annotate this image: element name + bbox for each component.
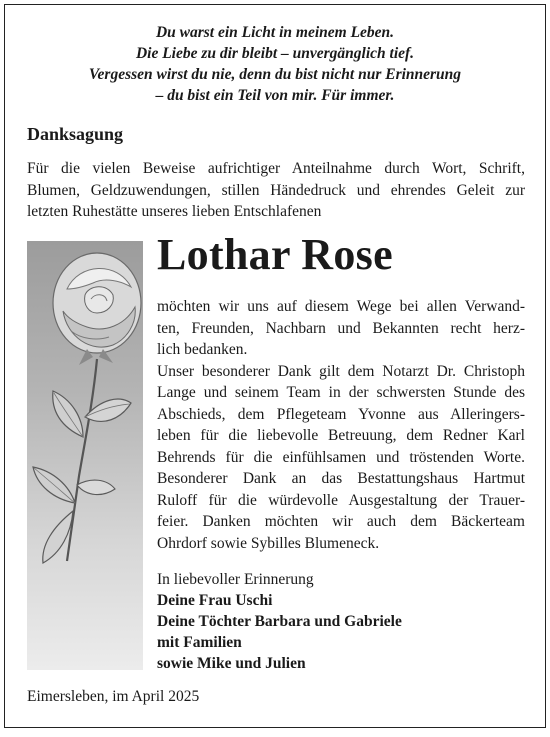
intro-line: letzten Ruhestätte unseres lieben Entschlafenen bbox=[27, 203, 322, 220]
rose-image bbox=[27, 241, 143, 670]
text-line: lich bedanken. bbox=[157, 341, 248, 358]
thanks-text bbox=[157, 296, 525, 554]
poem-line: Vergessen wirst du nie, denn du bist nicht nur Erinnerung bbox=[88, 66, 462, 83]
text-line: Ruloff für die würdevolle Ausgestaltung der Trauer- bbox=[157, 491, 525, 509]
obituary-notice bbox=[4, 4, 546, 728]
text-line: Besonderer Dank an das Bestattungshaus Hartmut bbox=[157, 470, 525, 487]
poem-line: Du warst ein Licht in meinem Leben. bbox=[155, 24, 395, 41]
poem-line: – du bist ein Teil von mir. Für immer. bbox=[155, 87, 395, 104]
deceased-name: Lothar Rose bbox=[157, 230, 393, 279]
text-line: Abschieds, dem Pflegeteam Yvonne aus Alleringers- bbox=[157, 405, 525, 423]
text-line: Lange und seinem Team in der schwersten Stunde des bbox=[157, 384, 525, 401]
signature-line: Deine Frau Uschi bbox=[157, 592, 273, 609]
poem-line: Die Liebe zu dir bleibt – unvergänglich tief. bbox=[135, 45, 415, 62]
text-line: ten, Freunden, Nachbarn und Bekannten recht herz- bbox=[157, 319, 525, 337]
text-line: möchten wir uns auf diesem Wege bei allen Verwand- bbox=[157, 298, 525, 315]
intro-text bbox=[27, 158, 525, 223]
signature-line: Deine Töchter Barbara und Gabriele bbox=[157, 613, 402, 630]
text-line: Behrends für die einfühlsamen und tröstenden Worte. bbox=[157, 448, 525, 466]
text-line: feier. Danken möchten wir auch dem Bäckerteam bbox=[157, 513, 525, 530]
signature-line: sowie Mike und Julien bbox=[157, 655, 306, 672]
closing-intro: In liebevoller Erinnerung bbox=[157, 571, 314, 588]
signature-line: mit Familien bbox=[157, 634, 242, 651]
text-line: leben für die liebevolle Betreuung, dem Redner Karl bbox=[157, 427, 525, 444]
rose-icon bbox=[27, 241, 143, 670]
poem bbox=[5, 22, 545, 106]
intro-line: Für die vielen Beweise aufrichtiger Anteilnahme durch Wort, Schrift, bbox=[27, 160, 525, 177]
text-line: Unser besonderer Dank gilt dem Notarzt Dr. Christoph bbox=[157, 362, 525, 380]
intro-line: Blumen, Geldzuwendungen, stillen Händedruck und ehrendes Geleit zur bbox=[27, 181, 525, 199]
heading: Danksagung bbox=[27, 124, 124, 144]
place-date: Eimersleben, im April 2025 bbox=[27, 688, 200, 705]
closing-signature bbox=[157, 569, 402, 674]
text-line: Ohrdorf sowie Sybilles Blumeneck. bbox=[157, 534, 380, 552]
